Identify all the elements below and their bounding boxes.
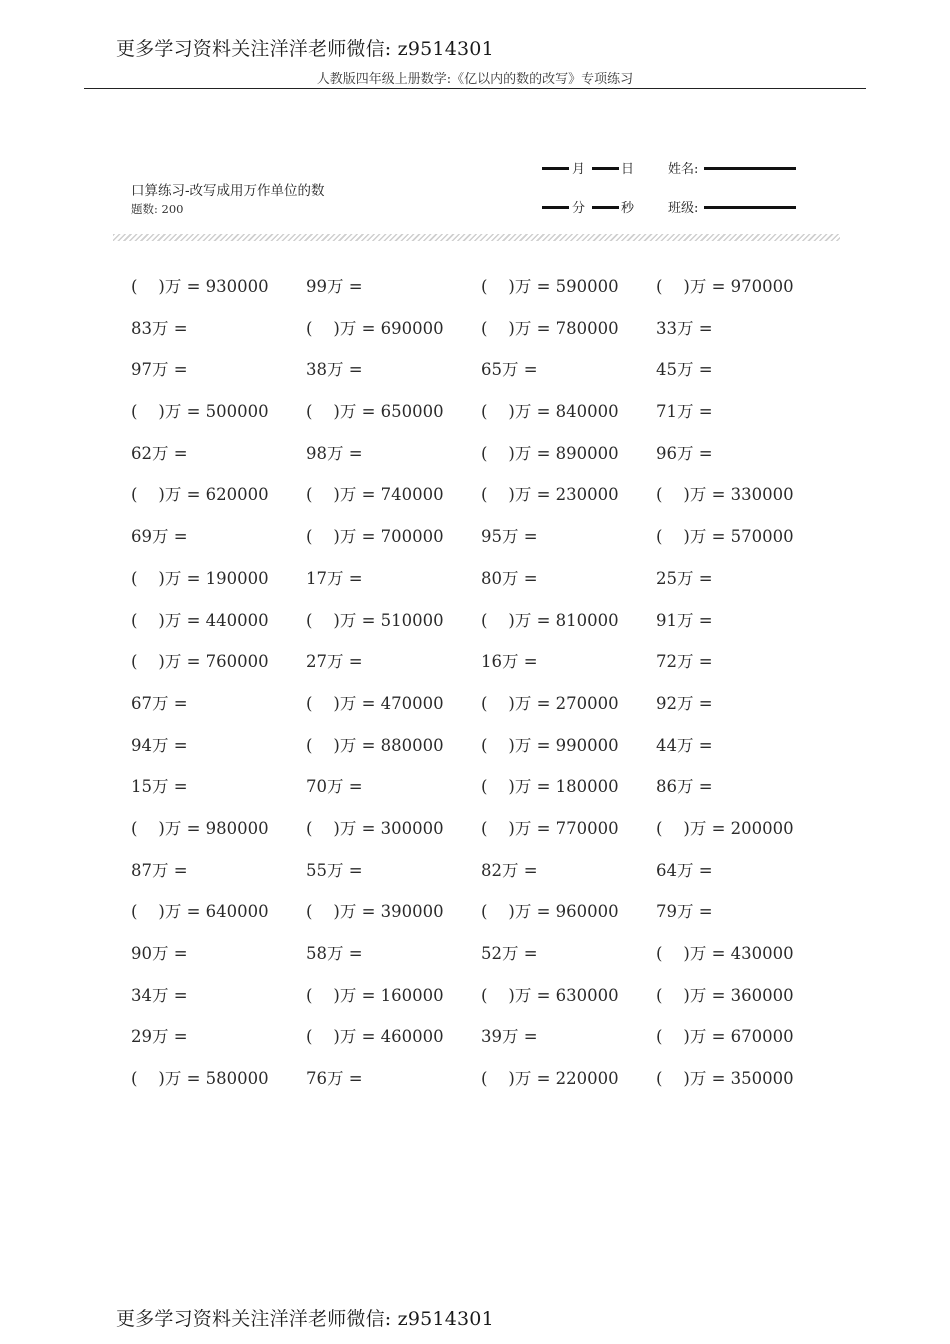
promo-header-text: 更多学习资料关注洋洋老师微信: z9514301 [116,38,494,60]
problem-item: ( )万 = 780000 [481,318,619,338]
problem-item: 25万 = [656,568,713,588]
problem-item: 92万 = [656,693,713,713]
problem-item: 44万 = [656,735,713,755]
problem-item: ( )万 = 620000 [131,485,269,505]
day-label: 日 [621,162,635,177]
worksheet-title: 口算练习-改写成用万作单位的数 [131,183,325,199]
problem-item: ( )万 = 510000 [306,610,444,630]
problem-item: ( )万 = 460000 [306,1027,444,1047]
problem-item: 33万 = [656,318,713,338]
problem-item: ( )万 = 890000 [481,443,619,463]
document-title: 人教版四年级上册数学:《亿以内的数的改写》专项练习 [316,72,634,87]
problem-item: 82万 = [481,860,538,880]
second-label: 秒 [621,201,635,216]
problem-item: 97万 = [131,360,188,380]
problem-item: ( )万 = 630000 [481,985,619,1005]
problem-item: ( )万 = 770000 [481,818,619,838]
problem-item: 96万 = [656,443,713,463]
month-label: 月 [572,162,586,177]
minute-label: 分 [572,201,586,216]
problem-item: ( )万 = 930000 [131,277,269,296]
problem-item: 94万 = [131,735,188,755]
problem-grid [131,274,831,1108]
problem-count: 题数: 200 [131,202,184,216]
name-blank [704,167,796,170]
problem-item: ( )万 = 430000 [656,944,794,963]
problem-item: ( )万 = 330000 [656,485,794,505]
problem-item: 70万 = [306,777,363,797]
problem-item: 86万 = [656,777,713,797]
problem-item: ( )万 = 970000 [656,277,794,296]
problem-item: ( )万 = 160000 [306,985,444,1005]
problem-item: 98万 = [306,443,363,463]
problem-item: ( )万 = 190000 [131,568,269,588]
problem-item: 15万 = [131,777,188,797]
problem-item: ( )万 = 960000 [481,902,619,922]
problem-item: ( )万 = 200000 [656,818,794,838]
problem-item: ( )万 = 990000 [481,735,619,755]
problem-item: ( )万 = 350000 [656,1069,794,1089]
problem-item: 76万 = [306,1069,363,1089]
problem-item: 99万 = [306,277,363,296]
class-label: 班级: [668,201,699,216]
problem-item: 71万 = [656,402,713,422]
problem-item: 27万 = [306,652,363,672]
problem-item: ( )万 = 470000 [306,693,444,713]
problem-item: 34万 = [131,985,188,1005]
problem-item: ( )万 = 690000 [306,318,444,338]
header-divider [84,88,866,89]
second-blank [592,206,619,209]
problem-item: 80万 = [481,568,538,588]
problem-item: ( )万 = 580000 [131,1069,269,1089]
problem-item: 58万 = [306,944,363,963]
problem-item: ( )万 = 300000 [306,818,444,838]
problem-item: ( )万 = 840000 [481,402,619,422]
problem-item: 83万 = [131,318,188,338]
promo-footer-text: 更多学习资料关注洋洋老师微信: z9514301 [116,1308,494,1330]
problem-item: 39万 = [481,1027,538,1047]
problem-item: 52万 = [481,944,538,963]
hatched-divider [113,234,840,241]
problem-item: 91万 = [656,610,713,630]
problem-item: 79万 = [656,902,713,922]
problem-item: ( )万 = 230000 [481,485,619,505]
problem-item: ( )万 = 570000 [656,527,794,547]
problem-item: ( )万 = 270000 [481,693,619,713]
problem-item: 90万 = [131,944,188,963]
problem-item: ( )万 = 180000 [481,777,619,797]
problem-item: ( )万 = 220000 [481,1069,619,1089]
minute-blank [542,206,569,209]
problem-item: 62万 = [131,443,188,463]
problem-item: ( )万 = 440000 [131,610,269,630]
problem-item: ( )万 = 390000 [306,902,444,922]
problem-item: ( )万 = 880000 [306,735,444,755]
problem-item: ( )万 = 670000 [656,1027,794,1047]
problem-item: 67万 = [131,693,188,713]
problem-item: 87万 = [131,860,188,880]
problem-item: 38万 = [306,360,363,380]
problem-item: 55万 = [306,860,363,880]
problem-item: 29万 = [131,1027,188,1047]
problem-item: 95万 = [481,527,538,547]
problem-item: ( )万 = 760000 [131,652,269,672]
problem-item: ( )万 = 740000 [306,485,444,505]
problem-item: 65万 = [481,360,538,380]
problem-item: 64万 = [656,860,713,880]
month-blank [542,167,569,170]
problem-item: ( )万 = 500000 [131,402,269,422]
problem-item: ( )万 = 360000 [656,985,794,1005]
problem-item: ( )万 = 980000 [131,818,269,838]
problem-item: 69万 = [131,527,188,547]
day-blank [592,167,619,170]
problem-item: ( )万 = 650000 [306,402,444,422]
problem-item: ( )万 = 700000 [306,527,444,547]
problem-item: ( )万 = 640000 [131,902,269,922]
problem-item: ( )万 = 810000 [481,610,619,630]
problem-item: 45万 = [656,360,713,380]
class-blank [704,206,796,209]
problem-item: ( )万 = 590000 [481,277,619,296]
name-label: 姓名: [668,162,699,177]
problem-item: 72万 = [656,652,713,672]
problem-item: 17万 = [306,568,363,588]
problem-item: 16万 = [481,652,538,672]
